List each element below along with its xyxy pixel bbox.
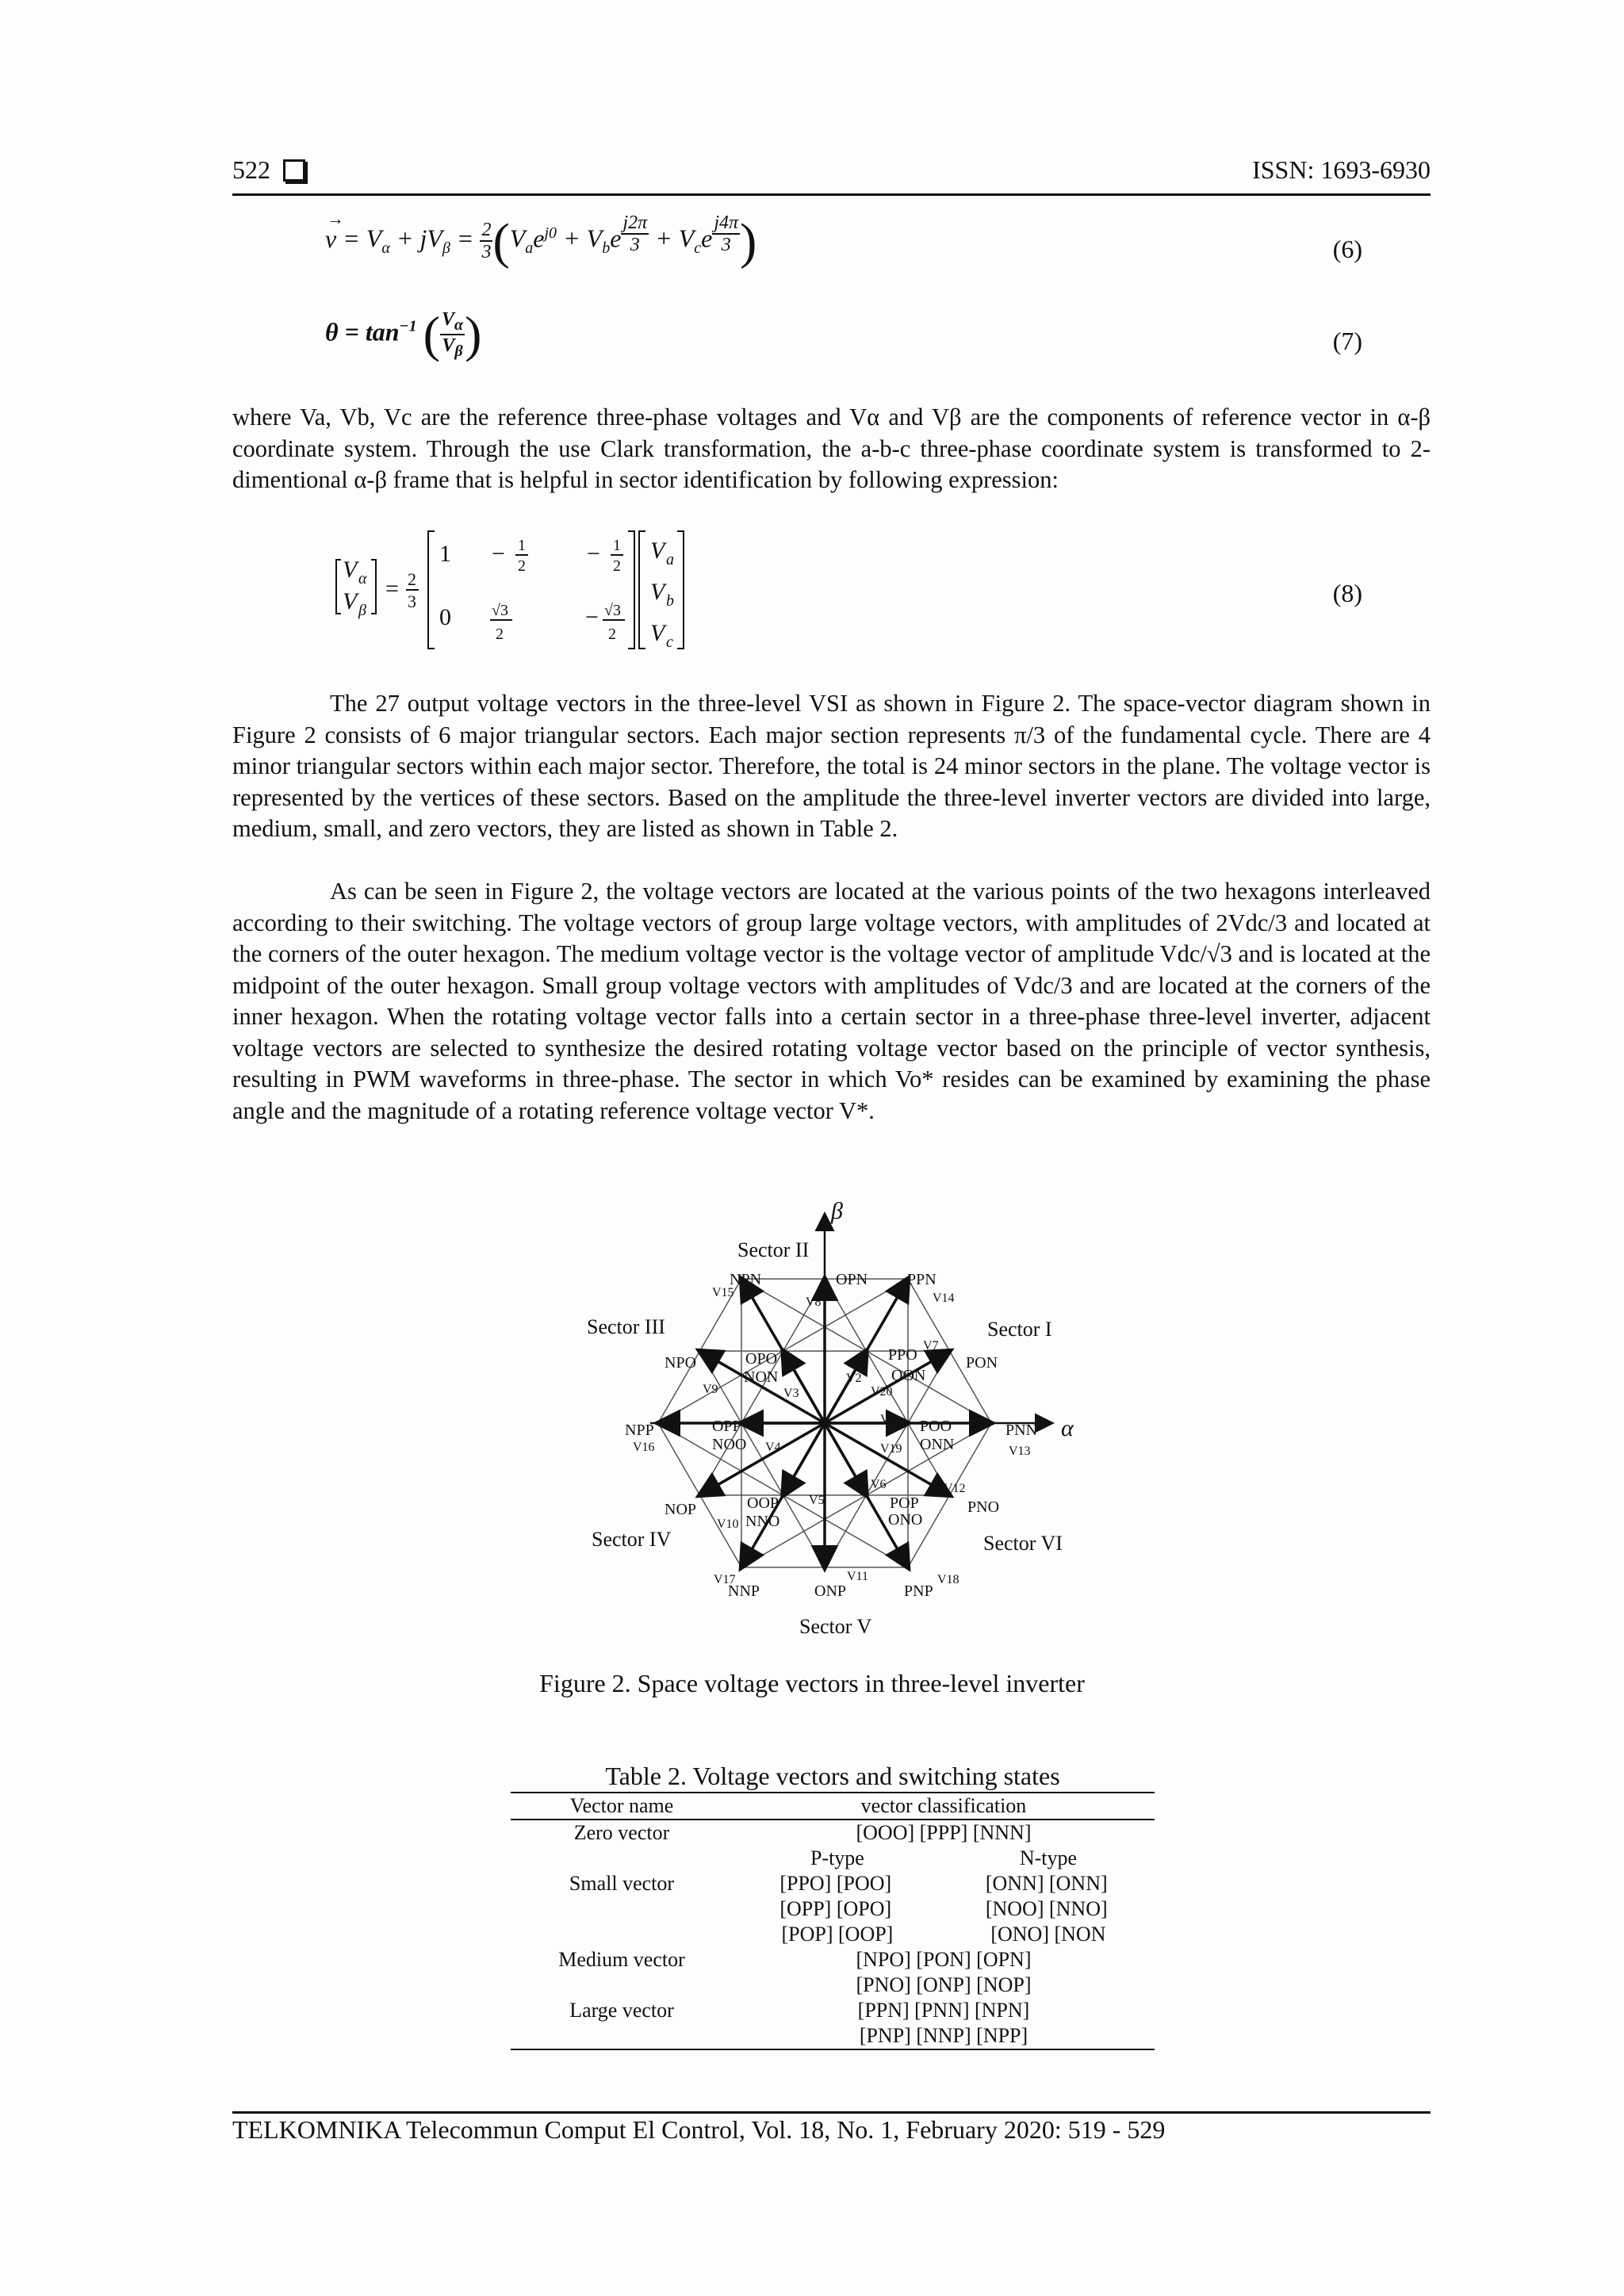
svg-text:2: 2: [608, 626, 616, 643]
table-row: [511, 1846, 1155, 1947]
svg-text:β: β: [358, 602, 366, 619]
label-v12: V12: [944, 1482, 966, 1495]
label-v20: V20: [871, 1385, 893, 1399]
large-2: [PNP] [NNP] [NPP]: [859, 2024, 1028, 2047]
label-v17: V17: [714, 1573, 736, 1586]
table-row: [511, 1998, 1155, 2049]
label-v14: V14: [933, 1292, 955, 1305]
svg-text:1: 1: [613, 537, 621, 554]
label-ppo: PPO: [888, 1346, 917, 1364]
row-small-name: Small vector: [569, 1872, 675, 1895]
grid-line: [783, 1279, 825, 1351]
svg-text:α: α: [358, 570, 367, 587]
label-onp: ONP: [814, 1582, 847, 1600]
svg-text:=: =: [385, 576, 399, 602]
label-pnp: PNP: [904, 1582, 933, 1600]
row-large-vals: [733, 1998, 1155, 2049]
grid-line: [825, 1279, 867, 1351]
label-pnn: PNN: [1005, 1422, 1038, 1439]
label-v8: V8: [806, 1295, 822, 1309]
label-v15: V15: [712, 1286, 734, 1299]
p-type-label: P-type: [810, 1846, 864, 1869]
row-small-vals: [733, 1846, 1155, 1947]
svg-text:V: V: [343, 588, 358, 614]
label-pno: PNO: [967, 1498, 1000, 1516]
svg-text:−: −: [585, 604, 599, 630]
label-onn: ONN: [920, 1436, 955, 1453]
space-vector-diagram: [571, 1193, 1078, 1645]
label-v7: V7: [923, 1339, 939, 1353]
label-poo: POO: [920, 1418, 952, 1435]
label-pon: PON: [966, 1354, 998, 1372]
paragraph-3: As can be seen in Figure 2, the voltage vectors are located at the various points of the two hexagons interleaved according to their switching. The voltage vectors of group large voltage vectors, with amplitudes of 2Vdc/3 and located at the corners of the outer hexagon. The medium voltage vector is the voltage vector of amplitude Vdc/√3 and is located at the midpoint of the outer hexagon. Small group voltage vectors with amplitudes of Vdc/3 and are located at the corners of the inner hexagon. When the rotating voltage vector falls into a certain sector in a three-phase three-level inverter, adjacent voltage vectors are selected to synthesize the desired rotating voltage vector based on the principle of vector synthesis, resulting in PWM waveforms in three-phase. The sector in which Vo* resides can be examined by examining the phase angle and the magnitude of a rotating reference voltage vector V*.: [232, 878, 1431, 1124]
label-pop: POP: [890, 1494, 919, 1512]
label-opn: OPN: [836, 1271, 868, 1288]
label-v1: V1: [880, 1413, 896, 1426]
medium-1: [NPO] [PON] [OPN]: [856, 1948, 1032, 1971]
table-row: [511, 1947, 1155, 1998]
label-v11: V11: [847, 1570, 868, 1583]
label-v3: V3: [783, 1387, 799, 1400]
sector-4-label: Sector IV: [592, 1528, 672, 1551]
label-noo: NOO: [712, 1436, 747, 1453]
col-vector-classification: vector classification: [860, 1794, 1027, 1817]
small-p2: [OPP] [OPO]: [779, 1897, 892, 1920]
svg-text:−: −: [492, 541, 505, 567]
table-caption: Table 2. Voltage vectors and switching states: [605, 1762, 1060, 1790]
svg-text:1: 1: [439, 541, 451, 567]
equation-7-number: (7): [1332, 327, 1362, 355]
footer-rule: [232, 2111, 1431, 2114]
label-oop: OOP: [747, 1494, 779, 1512]
small-n3: [ONO] [NON: [990, 1923, 1106, 1946]
label-opo: OPO: [745, 1350, 778, 1368]
small-n2: [NOO] [NNO]: [985, 1897, 1108, 1920]
sector-2-label: Sector II: [737, 1238, 810, 1261]
label-v18: V18: [937, 1573, 959, 1586]
equation-6-number: (6): [1332, 235, 1362, 263]
page-header-left: [232, 155, 305, 185]
label-ono: ONO: [888, 1511, 923, 1529]
svg-text:V: V: [650, 538, 665, 564]
label-non: NON: [744, 1368, 779, 1386]
label-v16: V16: [633, 1441, 655, 1454]
svg-text:b: b: [666, 592, 674, 610]
label-ppn: PPN: [907, 1271, 936, 1288]
issn: ISSN: 1693-6930: [1252, 155, 1431, 184]
alpha-axis-label: α: [1061, 1415, 1074, 1441]
label-v9: V9: [703, 1383, 718, 1396]
sector-5-label: Sector V: [799, 1615, 872, 1638]
label-v5: V5: [809, 1494, 825, 1507]
small-p3: [POP] [OOP]: [781, 1923, 894, 1946]
label-npn: NPN: [730, 1271, 762, 1288]
label-v4: V4: [765, 1441, 781, 1454]
small-p1: [PPO] [POO]: [779, 1872, 892, 1895]
equation-8: [333, 523, 730, 658]
footer-citation: TELKOMNIKA Telecommun Comput El Control, Vol. 18, No. 1, February 2020: 519 - 529: [232, 2115, 1166, 2144]
label-v6: V6: [871, 1478, 887, 1491]
row-large-name: Large vector: [569, 1999, 674, 2022]
box-icon: [283, 159, 305, 182]
svg-text:√3: √3: [492, 602, 508, 619]
svg-text:V: V: [650, 620, 665, 646]
svg-text:2: 2: [518, 557, 526, 575]
sector-6-label: Sector VI: [983, 1532, 1063, 1555]
svg-text:V: V: [343, 557, 358, 583]
label-v13: V13: [1009, 1445, 1031, 1458]
equation-6: v → = $V_\alpha + jV_\beta$ = $\frac{2}{3}$ ($V_ae^{j0} + V_be$ $^{\frac{j2\pi}{3}}$ + $V_ce$ $^{\frac{j4\pi}{3}}$ ): [325, 208, 757, 270]
large-1: [PPN] [PNN] [NPN]: [857, 1999, 1030, 2022]
header-rule: [232, 193, 1431, 196]
row-medium-vals: [733, 1947, 1155, 1998]
equation-8-number: (8): [1332, 579, 1362, 607]
row-zero-name: Zero vector: [573, 1821, 670, 1844]
label-nnp: NNP: [728, 1582, 760, 1600]
figure-caption: Figure 2. Space voltage vectors in three-level inverter: [539, 1669, 1085, 1697]
label-opp: OPP: [712, 1418, 741, 1435]
label-npo: NPO: [665, 1354, 697, 1372]
table-row: [511, 1820, 1155, 1846]
label-nop: NOP: [665, 1501, 697, 1518]
voltage-vector-table: [511, 1792, 1155, 2050]
svg-text:a: a: [666, 551, 674, 568]
svg-text:2: 2: [496, 626, 504, 643]
beta-axis-label: β: [831, 1198, 843, 1224]
sector-1-label: Sector I: [987, 1318, 1052, 1341]
svg-text:−: −: [587, 541, 600, 567]
svg-text:V: V: [650, 579, 665, 605]
label-v19: V19: [880, 1442, 902, 1456]
svg-text:c: c: [666, 633, 673, 651]
col-vector-name: Vector name: [569, 1794, 674, 1817]
paragraph-1: where Va, Vb, Vc are the reference three-phase voltages and Vα and Vβ are the components of reference vector in α-β coordinate system. Through the use Clark transformation, the a-b-c three-phase coordinate system is transformed to 2-dimentional α-β frame that is helpful in sector identification by following expression:: [232, 404, 1431, 493]
svg-text:2: 2: [613, 557, 621, 575]
svg-text:√3: √3: [604, 602, 621, 619]
svg-text:1: 1: [518, 537, 526, 554]
paragraph-2: The 27 output voltage vectors in the three-level VSI as shown in Figure 2. The space-vector diagram shown in Figure 2 consists of 6 major triangular sectors. Each major section represents π/3 of the fundamental cycle. There are 4 minor triangular sectors within each major sector. Therefore, the total is 24 minor sectors in the plane. The voltage vector is represented by the vertices of these sectors. Based on the amplitude the three-level inverter vectors are divided into large, medium, small, and zero vectors, they are listed as shown in Table 2.: [232, 690, 1431, 842]
medium-2: [PNO] [ONP] [NOP]: [856, 1973, 1032, 1996]
label-v10: V10: [717, 1517, 739, 1531]
table-header-row: [511, 1793, 1155, 1820]
svg-text:2: 2: [408, 569, 416, 589]
label-nno: NNO: [745, 1513, 780, 1530]
equation-7: $\theta = \tan^{-1}$ ( $\frac{V_\alpha}{V_\beta}$ ): [325, 306, 482, 362]
svg-text:0: 0: [439, 604, 451, 630]
n-type-label: N-type: [1019, 1846, 1078, 1869]
row-medium-name: Medium vector: [558, 1948, 685, 1971]
sector-3-label: Sector III: [587, 1315, 665, 1338]
page-number: 522: [232, 155, 270, 184]
grid-line: [825, 1495, 867, 1567]
label-npp: NPP: [625, 1422, 654, 1439]
label-oon: OON: [891, 1367, 926, 1384]
svg-text:3: 3: [408, 591, 416, 611]
small-n1: [ONN] [ONN]: [985, 1872, 1108, 1895]
row-zero-vals: [OOO] [PPP] [NNN]: [856, 1821, 1032, 1844]
label-v2: V2: [846, 1372, 862, 1385]
